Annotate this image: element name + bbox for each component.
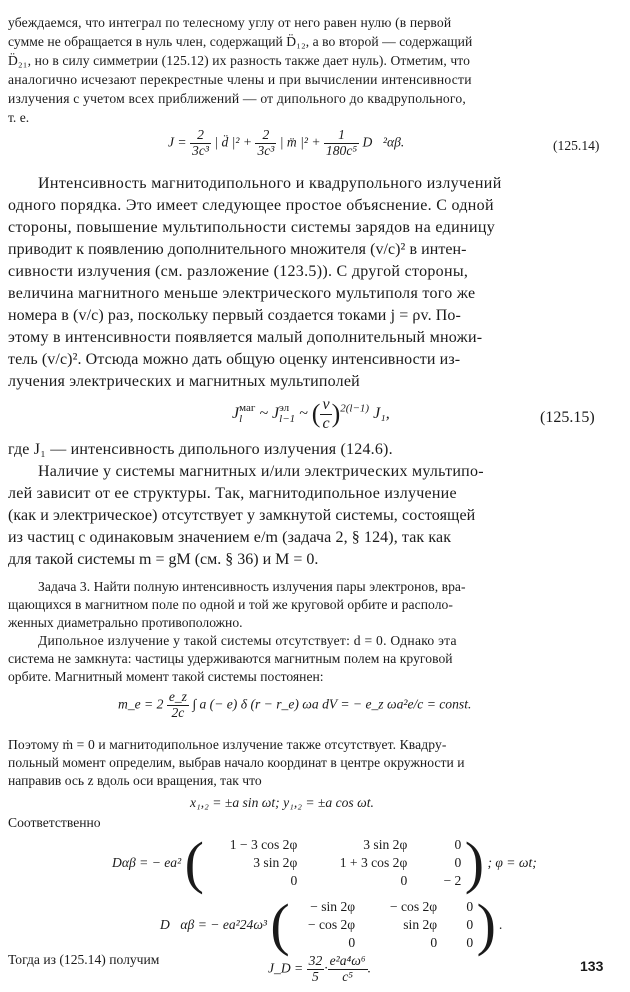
d3-matrix-cell: 0	[466, 917, 474, 932]
problem3-line-2: щающихся в магнитном поле по одной и той же круговой орбите и располо-	[8, 597, 453, 612]
eq-125-14-lhs: J =	[168, 134, 187, 150]
eq-125-15-j: J	[232, 404, 240, 422]
eq-jd-end: .	[367, 960, 372, 976]
d-matrix-cell: 1 − 3 cos 2φ	[229, 837, 298, 852]
eq-125-14-frac3	[324, 128, 359, 159]
d-matrix-cell: 0	[454, 837, 462, 852]
equation-d-matrix	[112, 830, 537, 895]
eq-125-14-term1: | d̈ |² +	[214, 134, 253, 150]
right-paren: )	[331, 399, 341, 429]
frac1-num: 2	[190, 128, 211, 144]
para1-line-1: убеждаемся, что интеграл по телесному углу от него равен нулю (в первой	[8, 15, 452, 30]
d3-matrix-cell: sin 2φ	[403, 917, 438, 932]
eq-m-frac-den: 2c	[171, 704, 185, 720]
eq-125-14-term2: | m̈ |² +	[279, 134, 321, 150]
para2-line-1: Интенсивность магнитодипольного и квадрупольного излучений	[38, 175, 502, 192]
para3-line-6: для такой системы m = gM (см. § 36) и M = 0.	[8, 551, 319, 568]
d-matrix-left-paren: (	[184, 830, 204, 895]
eq-jd-dot: ·	[324, 960, 328, 976]
para2-line-2: одного порядка. Это имеет следующее простое объяснение. С одной	[8, 197, 494, 214]
d3-matrix-cell: 0	[430, 935, 438, 950]
equation-coordinates: x₁,₂ = ±a sin ωt; y₁,₂ = ±a cos ωt.	[190, 795, 374, 810]
para1-line-3: D̈₂₁, но в силу симметрии (125.12) их разность также дает нуль). Отметим, что	[8, 53, 471, 68]
eq-125-15-frac	[320, 396, 331, 432]
d-matrix-right-paren: )	[464, 830, 485, 895]
d-matrix-cell: 0	[454, 855, 462, 870]
para2-line-6: величина магнитного меньше электрического мультиполя того же	[8, 285, 476, 302]
equation-number-125-14: (125.14)	[553, 138, 600, 153]
para2-line-4: приводит к появлению дополнительного множителя (v/c)² в интен-	[8, 241, 467, 258]
eq-jd-frac2-num: e²a⁴ω⁶	[329, 953, 366, 968]
para3-line-3: лей зависит от ее структуры. Так, магнитодипольное излучение	[8, 485, 457, 502]
para1-line-4: аналогично исчезают перекрестные члены и при вычислении интенсивности	[8, 72, 472, 87]
para2-line-3: стороны, повышение мультипольности системы зарядов на единицу	[8, 219, 496, 236]
d3-matrix-cell: − cos 2φ	[307, 917, 356, 932]
para2-line-5: сивности излучения (см. разложение (123.5)). С другой стороны,	[8, 263, 469, 280]
d3-matrix-cell: 0	[348, 935, 356, 950]
d-matrix-cell: 1 + 3 cos 2φ	[339, 855, 408, 870]
frac1-den: 3c³	[192, 142, 209, 158]
eq-d-rhs: ; φ = ωt;	[487, 855, 537, 870]
eq-jd-frac2	[328, 954, 368, 985]
frac2-den: 3c³	[257, 142, 275, 158]
sup-mag: маг	[239, 402, 256, 415]
eq-m-frac-num: e_z	[168, 689, 187, 704]
problem3-line-1: Задача 3. Найти полную интенсивность излучения пары электронов, вра-	[38, 579, 466, 594]
d-matrix-cell: 0	[290, 873, 298, 888]
sup-el: эл	[279, 402, 290, 415]
para2-line-10: лучения электрических и магнитных мультиполей	[8, 373, 360, 390]
equation-jd	[268, 954, 371, 985]
para4-line-1: Поэтому ṁ = 0 и магнитодипольное излучение также отсутствует. Квадру-	[8, 737, 447, 752]
d3-matrix	[293, 899, 473, 951]
frac3-num: 1	[324, 128, 359, 144]
problem3-line-6: орбите. Магнитный момент такой системы постоянен:	[8, 669, 324, 684]
exponent: 2(l−1)	[340, 402, 370, 415]
d-matrix-cell: 0	[400, 873, 408, 888]
para3-line-4: (как и электрическое) отсутствует у замкнутой системы, состоящей	[8, 507, 476, 524]
d3-matrix-left-paren: (	[270, 892, 290, 957]
eq-125-15-sim: ~	[295, 404, 312, 422]
frac3-den: 180c⁵	[325, 142, 358, 158]
frac-v: v	[322, 396, 330, 413]
para3-line-2: Наличие у системы магнитных и/или электрических мультипо-	[38, 463, 484, 480]
equation-125-14	[168, 128, 404, 159]
eq-125-14-term3: D⃛²αβ.	[362, 134, 405, 150]
eq-d-lhs: Dαβ = − ea²	[112, 855, 182, 870]
eq-m-lhs: m_e = 2	[118, 696, 164, 712]
para1-line-6: т. е.	[8, 110, 30, 125]
page-number: 133	[580, 958, 604, 974]
eq-d3-lhs: D⃛αβ = − ea²24ω³	[160, 917, 268, 932]
label-then: Тогда из (125.14) получим	[8, 952, 160, 967]
eq-m-frac	[167, 690, 189, 721]
para2-line-7: номера в (v/c) раз, поскольку первый создается токами j = ρv. По-	[8, 307, 461, 324]
d-matrix	[207, 837, 461, 889]
equation-125-15	[232, 396, 390, 432]
frac-c: c	[322, 414, 330, 432]
eq-jd-frac1-num: 32	[308, 953, 323, 968]
para1-line-2: сумме не обращается в нуль член, содержащий D̈₁₂, а во второй — содержащий	[8, 34, 473, 49]
eq-125-14-frac1	[190, 128, 211, 159]
eq-jd-frac1-den: 5	[312, 968, 319, 984]
problem3-line-3: женных диаметрально противоположно.	[8, 615, 243, 630]
para3-line-5: из частиц с одинаковым значением e/m (задача 2, § 124), так как	[8, 529, 452, 546]
eq-m-rhs: ∫ a (− e) δ (r − r_e) ωa dV = − e_z ωa²e/c = const.	[192, 696, 472, 712]
problem3-line-4: Дипольное излучение у такой системы отсутствует: d = 0. Однако эта	[38, 633, 457, 648]
sub-l: l	[239, 413, 243, 426]
d-matrix-cell: − 2	[443, 873, 462, 888]
para1-line-5: излучения с учетом всех приближений — от дипольного до квадрупольного,	[8, 91, 466, 106]
d-matrix-cell: 3 sin 2φ	[363, 837, 408, 852]
left-paren: (	[311, 399, 321, 429]
para3-line-1: где J₁ — интенсивность дипольного излучения (124.6).	[8, 441, 393, 458]
eq-125-14-frac2	[255, 128, 276, 159]
equation-number-125-15: (125.15)	[540, 409, 595, 426]
d3-matrix-cell: − cos 2φ	[389, 899, 438, 914]
d3-matrix-cell: 0	[466, 899, 474, 914]
eq-d3-rhs: .	[499, 917, 503, 932]
eq-jd-frac2-den: c⁵	[342, 968, 353, 984]
eq-125-15-j2: ~ J	[255, 404, 280, 422]
frac2-num: 2	[255, 128, 276, 144]
d3-matrix-cell: − sin 2φ	[310, 899, 356, 914]
eq-jd-frac1	[307, 953, 328, 985]
d3-matrix-cell: 0	[466, 935, 474, 950]
eq-jd-lhs: J_D =	[268, 960, 304, 976]
label-correspondingly: Соответственно	[8, 815, 101, 830]
problem3-line-5: система не замкнута: частицы удерживаются магнитным полем на круговой	[8, 651, 453, 666]
para4-line-2: польный момент определим, выбрав начало координат в центре окружности и	[8, 755, 465, 770]
para4-line-3: направив ось z вдоль оси вращения, так что	[8, 773, 262, 788]
eq-125-15-j1: J₁,	[369, 404, 390, 422]
d3-matrix-right-paren: )	[476, 892, 496, 957]
equation-magnetic-moment	[118, 690, 471, 721]
para2-line-9: тель (v/c)². Отсюда можно дать общую оценку интенсивности из-	[8, 351, 461, 368]
d-matrix-cell: 3 sin 2φ	[253, 855, 298, 870]
para2-line-8: этому в интенсивности появляется малый дополнительный множи-	[8, 329, 483, 346]
equation-d3-matrix	[160, 892, 503, 957]
sub-l-minus-1: l−1	[279, 413, 296, 426]
